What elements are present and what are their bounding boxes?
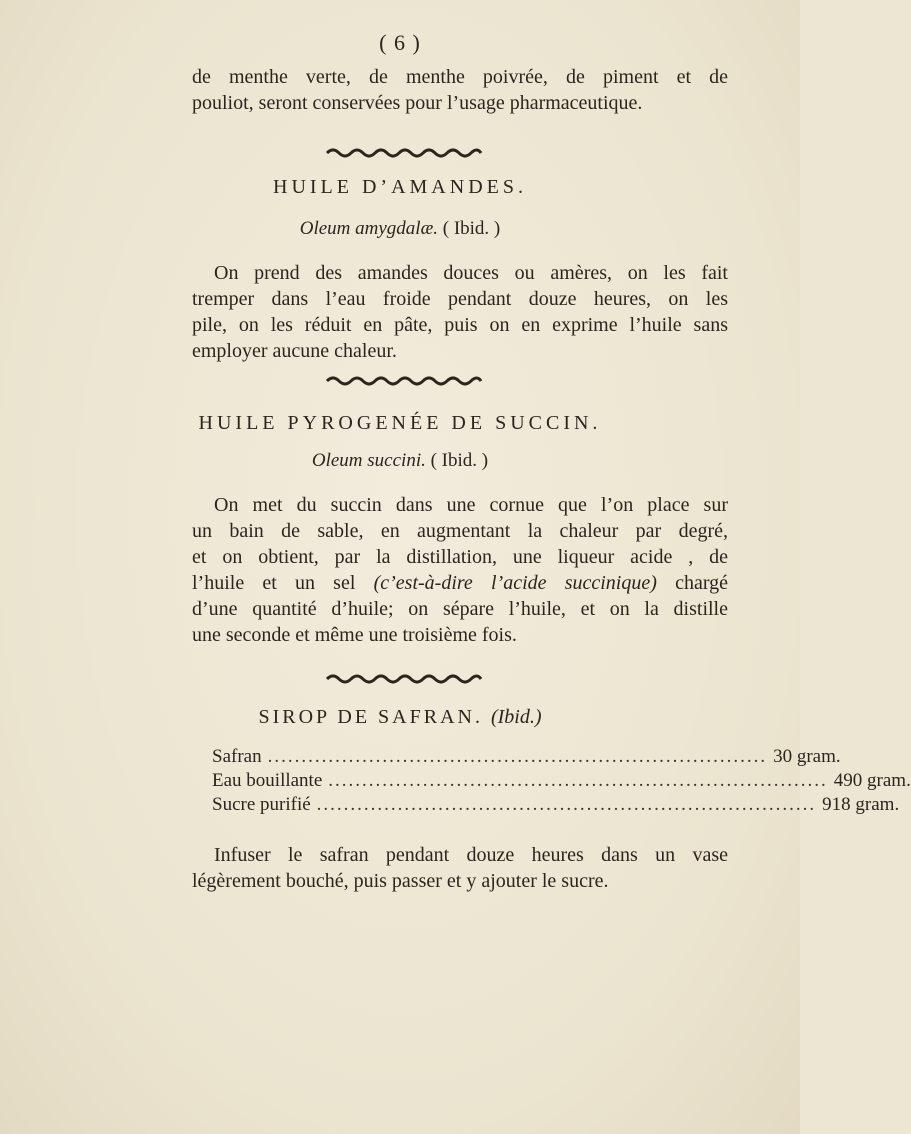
leader-dots: .......................................................................... <box>328 770 828 791</box>
text-line: On met du succin dans une cornue que l’on place sur <box>214 494 728 516</box>
latin-name: Oleum amygdalæ. <box>299 218 438 239</box>
intro-paragraph <box>192 64 728 116</box>
ornament-divider <box>0 672 800 690</box>
reference: ( Ibid. ) <box>442 218 501 239</box>
ingredient-qty: 918 gram. <box>822 794 900 815</box>
text-line: Infuser le safran pendant douze heures dans un vase <box>214 844 728 866</box>
ingredient-qty: 490 gram. <box>833 770 911 791</box>
page-number: ( 6 ) <box>379 30 421 55</box>
ingredient-list <box>212 746 911 818</box>
reference: ( Ibid. ) <box>430 450 489 471</box>
text-line: pile, on les réduit en pâte, puis on en exprime l’huile sans <box>192 314 728 336</box>
section-title: SIROP DE SAFRAN. <box>258 706 483 728</box>
text-line: On prend des amandes douces ou amères, on les fait <box>214 262 728 284</box>
italic-fragment: (c’est-à-dire l’acide succinique) <box>373 572 657 594</box>
section1-paragraph <box>192 260 728 364</box>
section2-paragraph <box>192 492 728 648</box>
section-subtitle <box>0 450 800 472</box>
leader-dots: .......................................................................... <box>267 746 768 767</box>
ingredient-row <box>212 794 900 818</box>
text-line: et on obtient, par la distillation, une liqueur acide , de <box>192 546 728 568</box>
ingredient-row <box>212 770 911 794</box>
ingredient-row <box>212 746 841 770</box>
ingredient-name: Sucre purifié <box>212 794 311 815</box>
ornament-divider <box>0 374 800 392</box>
latin-name: Oleum succini. <box>311 450 426 471</box>
ornament-divider <box>0 146 800 164</box>
text-line: d’une quantité d’huile; on sépare l’huile, et on la distille <box>192 598 728 620</box>
section3-paragraph <box>192 842 728 894</box>
text-line: tremper dans l’eau froide pendant douze heures, on les <box>192 288 728 310</box>
ingredient-name: Eau bouillante <box>212 770 323 791</box>
text-fragment: chargé <box>675 572 729 594</box>
section-heading <box>0 706 800 729</box>
section-subtitle <box>0 218 800 240</box>
leader-dots: .......................................................................... <box>316 794 817 815</box>
ingredient-name: Safran <box>212 746 262 767</box>
text-line: un bain de sable, en augmentant la chaleur par degré, <box>192 520 728 542</box>
text-fragment: l’huile et un sel <box>192 572 356 594</box>
text-line: employer aucune chaleur. <box>192 340 397 362</box>
text-line: légèrement bouché, puis passer et y ajouter le sucre. <box>192 870 609 892</box>
text-line: pouliot, seront conservées pour l’usage pharmaceutique. <box>192 92 643 114</box>
text-line <box>192 570 728 596</box>
section-heading: HUILE PYROGENÉE DE SUCCIN. <box>198 412 602 434</box>
section-heading: HUILE D’AMANDES. <box>273 176 527 198</box>
ingredient-qty: 30 gram. <box>773 746 841 767</box>
reference: (Ibid.) <box>490 706 542 728</box>
text-line: une seconde et même une troisième fois. <box>192 624 517 646</box>
text-line: de menthe verte, de menthe poivrée, de piment et de <box>192 66 728 88</box>
